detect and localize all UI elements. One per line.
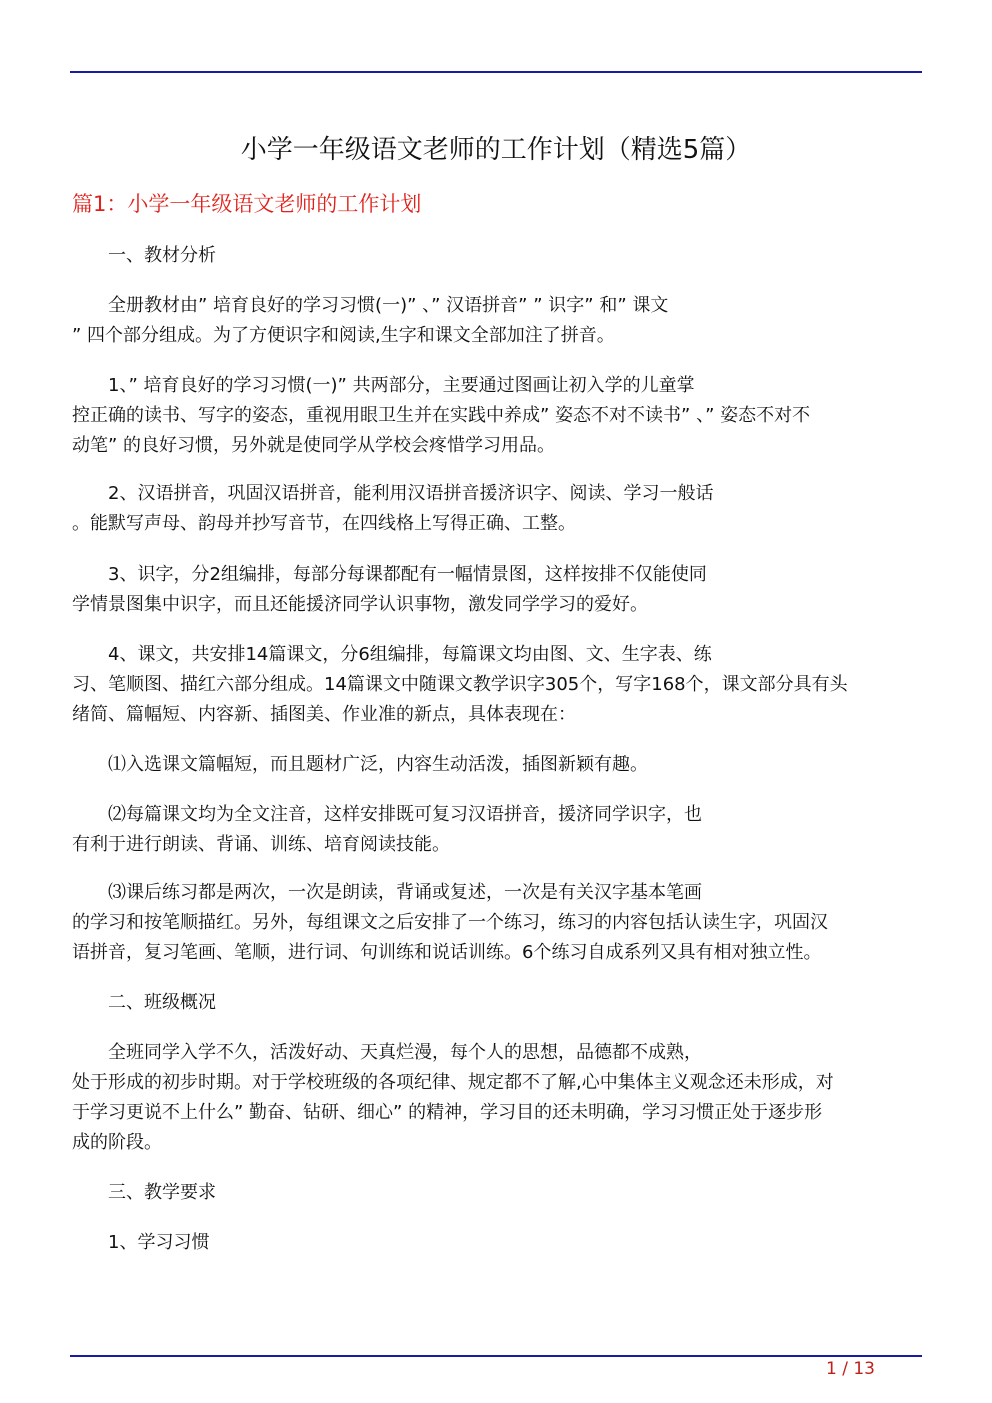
paragraph: [72, 241, 922, 271]
section-heading: 篇1：小学一年级语文老师的工作计划: [72, 192, 422, 216]
paragraph: [72, 560, 922, 620]
text-line: 全册教材由” 培育良好的学习习惯(一)” 、” 汉语拼音” ” 识字” 和” 课文: [108, 295, 669, 316]
text-line: 4、课文，共安排14篇课文，分6组编排，每篇课文均由图、文、生字表、练: [108, 644, 712, 665]
text-line: 语拼音，复习笔画、笔顺，进行词、句训练和说话训练。6个练习自成系列又具有相对独立性。: [72, 942, 822, 963]
text-line: 1、” 培育良好的学习习惯(一)” 共两部分，主要通过图画让初入学的儿童掌: [108, 375, 695, 396]
paragraph: [72, 1038, 922, 1158]
text-line: 于学习更说不上什么” 勤奋、钻研、细心” 的精神，学习目的还未明确，学习习惯正处于逐步形: [72, 1102, 823, 1123]
text-line: 1、学习习惯: [108, 1232, 210, 1253]
text-line: ” 四个部分组成。为了方便识字和阅读,生字和课文全部加注了拼音。: [72, 325, 615, 346]
paragraph: [72, 750, 922, 780]
text-line: 。能默写声母、韵母并抄写音节，在四线格上写得正确、工整。: [72, 513, 576, 534]
text-line: 绪简、篇幅短、内容新、插图美、作业准的新点，具体表现在：: [72, 704, 576, 725]
text-line: ⑶课后练习都是两次，一次是朗读，背诵或复述，一次是有关汉字基本笔画: [108, 882, 702, 903]
text-line: 三、教学要求: [108, 1182, 216, 1203]
paragraph: [72, 371, 922, 461]
paragraph: [72, 640, 922, 730]
paragraph: [72, 800, 922, 860]
paragraph: [72, 1228, 922, 1258]
text-line: 习、笔顺图、描红六部分组成。14篇课文中随课文教学识字305个，写字168个，课文部分具有头: [72, 674, 848, 695]
text-line: ⑵每篇课文均为全文注音，这样安排既可复习汉语拼音，援济同学识字，也: [108, 804, 702, 825]
paragraph: [72, 878, 922, 968]
page-indicator: 1 / 13: [826, 1359, 875, 1379]
text-line: 一、教材分析: [108, 245, 216, 266]
text-line: 处于形成的初步时期。对于学校班级的各项纪律、规定都不了解,心中集体主义观念还未形成，对: [72, 1072, 834, 1093]
text-line: 控正确的读书、写字的姿态，重视用眼卫生并在实践中养成” 姿态不对不读书” 、” 姿态不对不: [72, 405, 811, 426]
paragraph: [72, 291, 922, 351]
paragraph: [72, 988, 922, 1018]
footer-rule: [70, 1355, 922, 1357]
text-line: 2、汉语拼音，巩固汉语拼音，能利用汉语拼音援济识字、阅读、学习一般话: [108, 483, 714, 504]
text-line: 全班同学入学不久，活泼好动、天真烂漫，每个人的思想，品德都不成熟，: [108, 1042, 702, 1063]
text-line: 学情景图集中识字，而且还能援济同学认识事物，激发同学学习的爱好。: [72, 594, 648, 615]
text-line: ⑴入选课文篇幅短，而且题材广泛，内容生动活泼，插图新颖有趣。: [108, 754, 648, 775]
text-line: 成的阶段。: [72, 1132, 162, 1153]
paragraph: [72, 479, 922, 539]
document-title: 小学一年级语文老师的工作计划（精选5篇）: [240, 135, 752, 165]
paragraph: [72, 1178, 922, 1208]
text-line: 3、识字，分2组编排，每部分每课都配有一幅情景图，这样按排不仅能使同: [108, 564, 707, 585]
text-line: 动笔” 的良好习惯，另外就是使同学从学校会疼惜学习用品。: [72, 435, 556, 456]
header-rule: [70, 71, 922, 73]
text-line: 的学习和按笔顺描红。另外，每组课文之后安排了一个练习，练习的内容包括认读生字，巩固汉: [72, 912, 828, 933]
text-line: 二、班级概况: [108, 992, 216, 1013]
text-line: 有利于进行朗读、背诵、训练、培育阅读技能。: [72, 834, 450, 855]
